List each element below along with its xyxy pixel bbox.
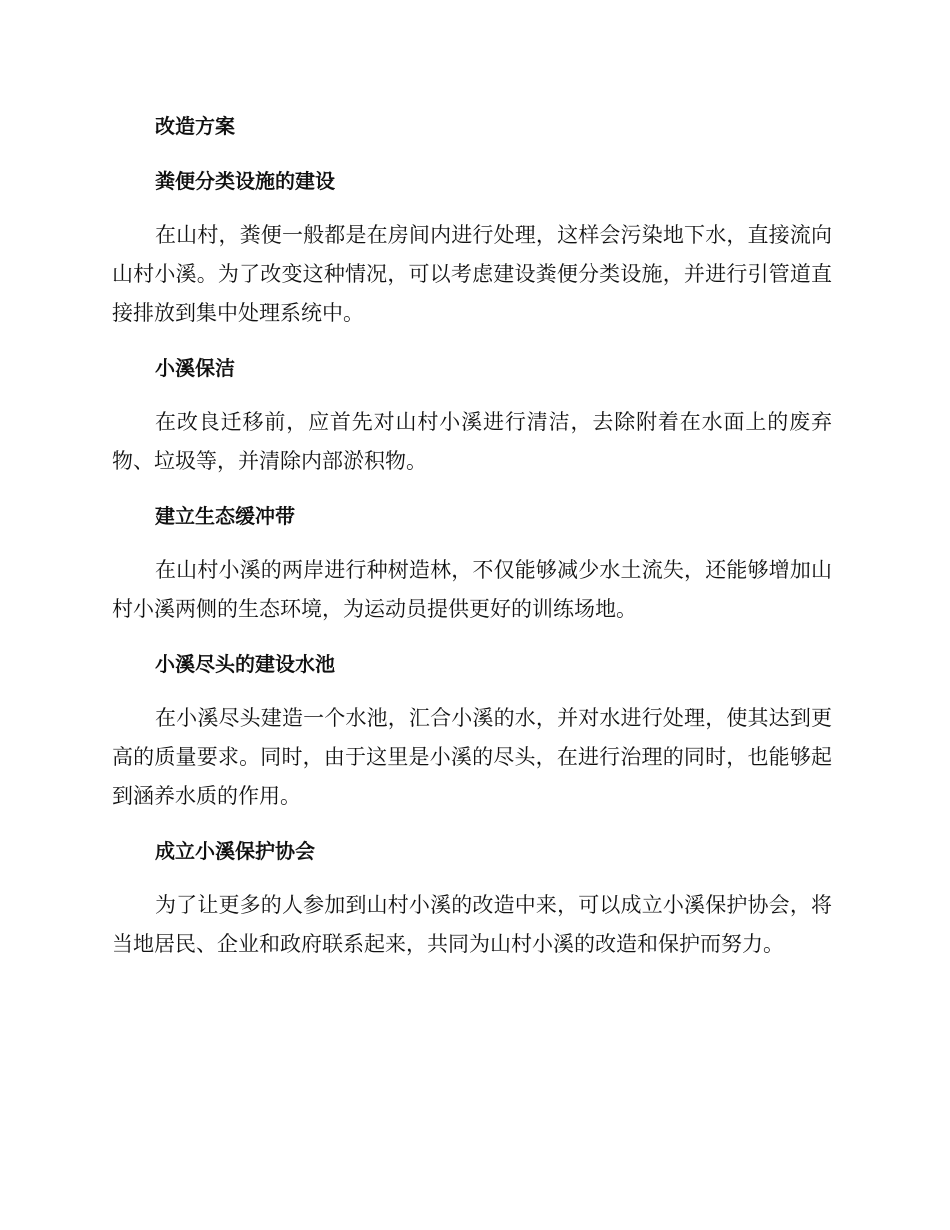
section-heading-pool: 小溪尽头的建设水池	[155, 652, 335, 676]
section-heading-association: 成立小溪保护协会	[155, 839, 315, 863]
section-heading-stream-cleaning: 小溪保洁	[155, 356, 235, 380]
section-heading-fecal-facility: 粪便分类设施的建设	[155, 169, 335, 193]
section-paragraph-eco-buffer: 在山村小溪的两岸进行种树造林，不仅能够减少水土流失，还能够增加山村小溪两侧的生态环境，为运动员提供更好的训练场地。	[112, 558, 832, 621]
document-body	[112, 106, 832, 979]
section-paragraph-stream-cleaning: 在改良迁移前，应首先对山村小溪进行清洁，去除附着在水面上的废弃物、垃圾等，并清除内部淤积物。	[112, 410, 832, 473]
section-paragraph-pool: 在小溪尽头建造一个水池，汇合小溪的水，并对水进行处理，使其达到更高的质量要求。同时，由于这里是小溪的尽头，在进行治理的同时，也能够起到涵养水质的作用。	[112, 706, 832, 808]
section-paragraph-association: 为了让更多的人参加到山村小溪的改造中来，可以成立小溪保护协会，将当地居民、企业和政府联系起来，共同为山村小溪的改造和保护而努力。	[112, 893, 832, 956]
document-title: 改造方案	[155, 114, 235, 138]
section-heading-eco-buffer: 建立生态缓冲带	[155, 504, 295, 528]
section-paragraph-fecal-facility: 在山村，粪便一般都是在房间内进行处理，这样会污染地下水，直接流向山村小溪。为了改变这种情况，可以考虑建设粪便分类设施，并进行引管道直接排放到集中处理系统中。	[112, 223, 832, 325]
